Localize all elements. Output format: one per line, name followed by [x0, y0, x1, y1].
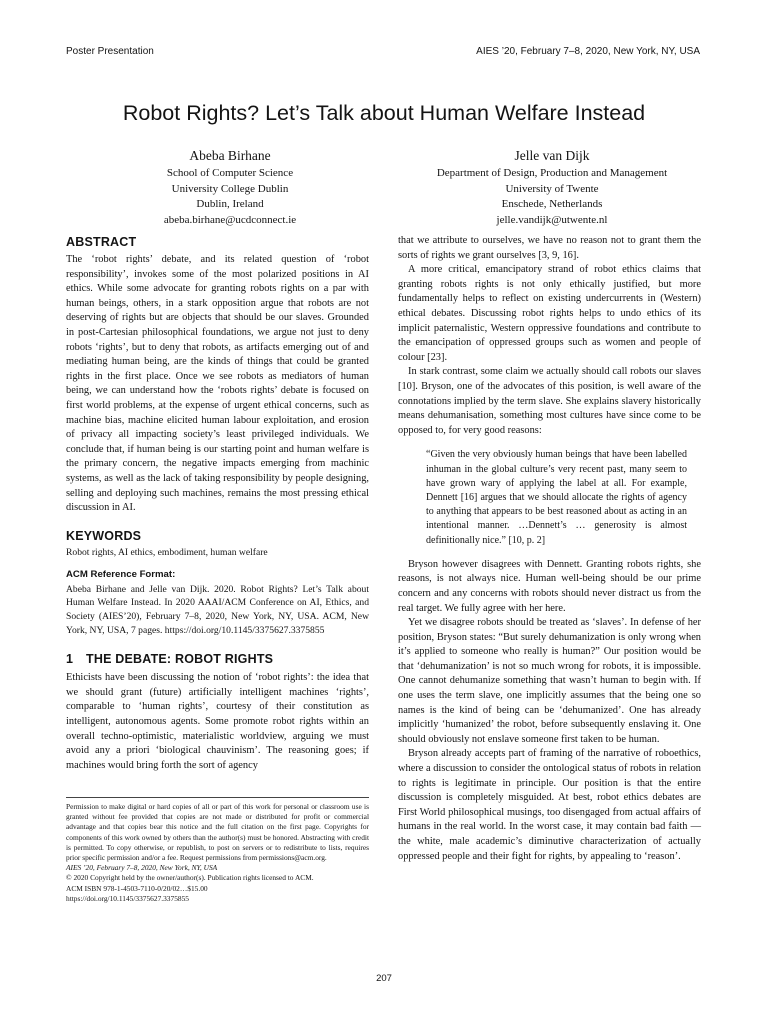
section-title: THE DEBATE: ROBOT RIGHTS	[86, 652, 274, 667]
section-heading	[66, 651, 369, 668]
author-block-1	[100, 146, 360, 228]
right-column	[398, 234, 701, 864]
permission-text: Permission to make digital or hard copies of all or part of this work for personal or classroom use is granted without fee provided that copies are not made or distributed for profit or commercial advantage and that copies bear this notice and the full citation on the first page. Copyrights for components of this work owned by others than the author(s) must be honored. Abstracting with credit is permitted. To copy otherwise, or republish, to post on servers or to redistribute to lists, requires prior specific permission and/or a fee. Request permissions from permissions@acm.org.	[66, 802, 369, 863]
permission-venue: AIES ’20, February 7–8, 2020, New York, NY, USA	[66, 863, 218, 873]
author-location: Enschede, Netherlands	[501, 198, 603, 211]
author-block-2	[397, 146, 707, 228]
paragraph: Yet we disagree robots should be treated as ‘slaves’. In defense of her position, Bryson states: “But surely dehumanization is only wrong when it’s applied to someone who really is human?” Our position would be that ‘dehumanization’ is not so much wrong for robots, it is impossible. One cannot dehumanize something that wasn’t human to begin with. If one uses the term slave, one implicitly assumes that the being one so names is the kind of being can be ‘dehumanized’. One has already implicitly ‘humanized’ the robot, before subsequently enslaving it. One should obviously not enslave someone first taken to be human.	[398, 617, 701, 745]
author-email[interactable]: abeba.birhane@ucdconnect.ie	[163, 213, 297, 226]
acm-reference-text: Abeba Birhane and Jelle van Dijk. 2020. Robot Rights? Let’s Talk about Human Welfare Instead. In 2020 AAAI/ACM Conference on AI, Ethics, and Society (AIES’20), February 7–8, 2020, New York, NY, USA. ACM, New York, NY, USA, 7 pages. https://doi.org/10.1145/3375627.3375855	[66, 583, 369, 636]
page-number: 207	[376, 973, 392, 984]
paragraph: In stark contrast, some claim we actually should call robots our slaves [10]. Bryson, one of the advocates of this position, is well aware of the connotations implied by the term slave. She explains slavery historically means dehumanisation, something most cultures have since come to be opposed to, for very good reasons:	[398, 366, 701, 436]
author-email[interactable]: jelle.vandijk@utwente.nl	[496, 213, 608, 226]
copyright-line: © 2020 Copyright held by the owner/author(s). Publication rights licensed to ACM.	[66, 873, 314, 883]
author-location: Dublin, Ireland	[196, 198, 264, 211]
paper-title: Robot Rights? Let’s Talk about Human Welfare Instead	[122, 101, 646, 125]
keywords-heading: KEYWORDS	[66, 528, 142, 543]
isbn-line: ACM ISBN 978-1-4503-7110-0/20/02…$15.00	[66, 883, 208, 893]
left-column	[66, 234, 369, 773]
author-name: Jelle van Dijk	[514, 148, 590, 163]
block-quote: “Given the very obviously human beings that have been labelled inhuman in the global culture’s very recent past, many seem to have grown wary of applying the label at all. For example, Dennett [16] argues that we should allocate the rights of agency to anything that appears to be best reasoned about as acting in an intentional manner. …Dennett’s … generosity is almost definitionally nice.” [10, p. 2]	[426, 449, 687, 546]
section-number: 1	[66, 652, 74, 667]
running-header-left: Poster Presentation	[66, 46, 154, 57]
author-name: Abeba Birhane	[189, 148, 271, 163]
author-department: Department of Design, Production and Management	[436, 167, 668, 179]
paragraph: A more critical, emancipatory strand of robot ethics claims that granting robots rights is not only ethically justified, but more fundamentally helps to reflect on existing undercurrents in (Western) ethical debates. Discussing robot rights helps to undo ethics of its implicit paternalistic, Western oppressive foundations and contribute to the emancipation of oppressed groups such as women and people of colour [23].	[398, 264, 701, 363]
author-department: School of Computer Science	[166, 167, 294, 179]
acm-reference-heading: ACM Reference Format:	[66, 569, 176, 581]
abstract-heading: ABSTRACT	[66, 235, 137, 249]
permission-footnote	[66, 797, 369, 904]
running-header-right: AIES ’20, February 7–8, 2020, New York, NY, USA	[476, 46, 700, 57]
author-institution: University of Twente	[505, 182, 599, 195]
keywords-text: Robot rights, AI ethics, embodiment, human welfare	[66, 546, 268, 558]
author-institution: University College Dublin	[171, 182, 289, 195]
abstract-text: The ‘robot rights’ debate, and its related question of ‘robot responsibility’, invokes some of the most polarized positions in AI ethics. While some advocate for granting robots rights on a par with human beings, others, in a stark opposition argue that robots are not deserving of rights but are objects that should be our slaves. Grounded in post-Cartesian philosophical foundations, we argue not just to deny robots ‘rights’, but to deny that robots, as artifacts emerging out of and mediating human being, are the kinds of things that could be granted rights in the first place. Once we see robots as mediators of human being, we can understand how the ‘robots rights’ debate is focused on first world problems, at the expense of urgent ethical concerns, such as machine bias, machine elicited human labour exploitation, and erosion of privacy all impacting society’s least privileged individuals. We conclude that, if human being is our starting point and human welfare is the primary concern, the negative impacts emerging from machinic systems, as well as the lack of taking responsibility by people designing, selling and deploying such machines, remains the most pressing ethical discussion in AI.	[66, 254, 369, 514]
paragraph: that we attribute to ourselves, we have no reason not to grant them the sorts of rights we grant ourselves [3, 9, 16].	[398, 235, 701, 261]
doi-link[interactable]: https://doi.org/10.1145/3375627.3375855	[66, 893, 189, 903]
paragraph: Bryson already accepts part of framing of the narrative of roboethics, where a discussion to consider the ontological status of robots in relation to rights is legitimate in principle. Our position is that the entire discussion is completely misguided. At best, robot ethics debates are First World philosophical musings, too disengaged from actual affairs of humans in the real world. In the worst case, it may contain bad faith — the white, male academic’s diminutive characterization of actually oppressed people and their fight for rights, by appealing to ‘reason’.	[398, 748, 701, 862]
paragraph: Bryson however disagrees with Dennett. Granting robots rights, she reasons, is not always nice. Human well-being should be our prime concern and any concerns with robots should never distract us from the real target. We fully agree with her here.	[398, 558, 701, 614]
section-text: Ethicists have been discussing the notion of ‘robot rights’: the idea that we should grant (future) artificially intelligent machines ‘rights’, comparable to ‘human rights’, courtesy of their constitution as intelligent, autonomous agents. Some promote robot rights within an overall techno-optimistic, materialistic worldview, arguing we must avoid any a priori ‘biological chauvinism’. The reasoning goes; if machines would bring forth the sort of agency	[66, 672, 369, 771]
